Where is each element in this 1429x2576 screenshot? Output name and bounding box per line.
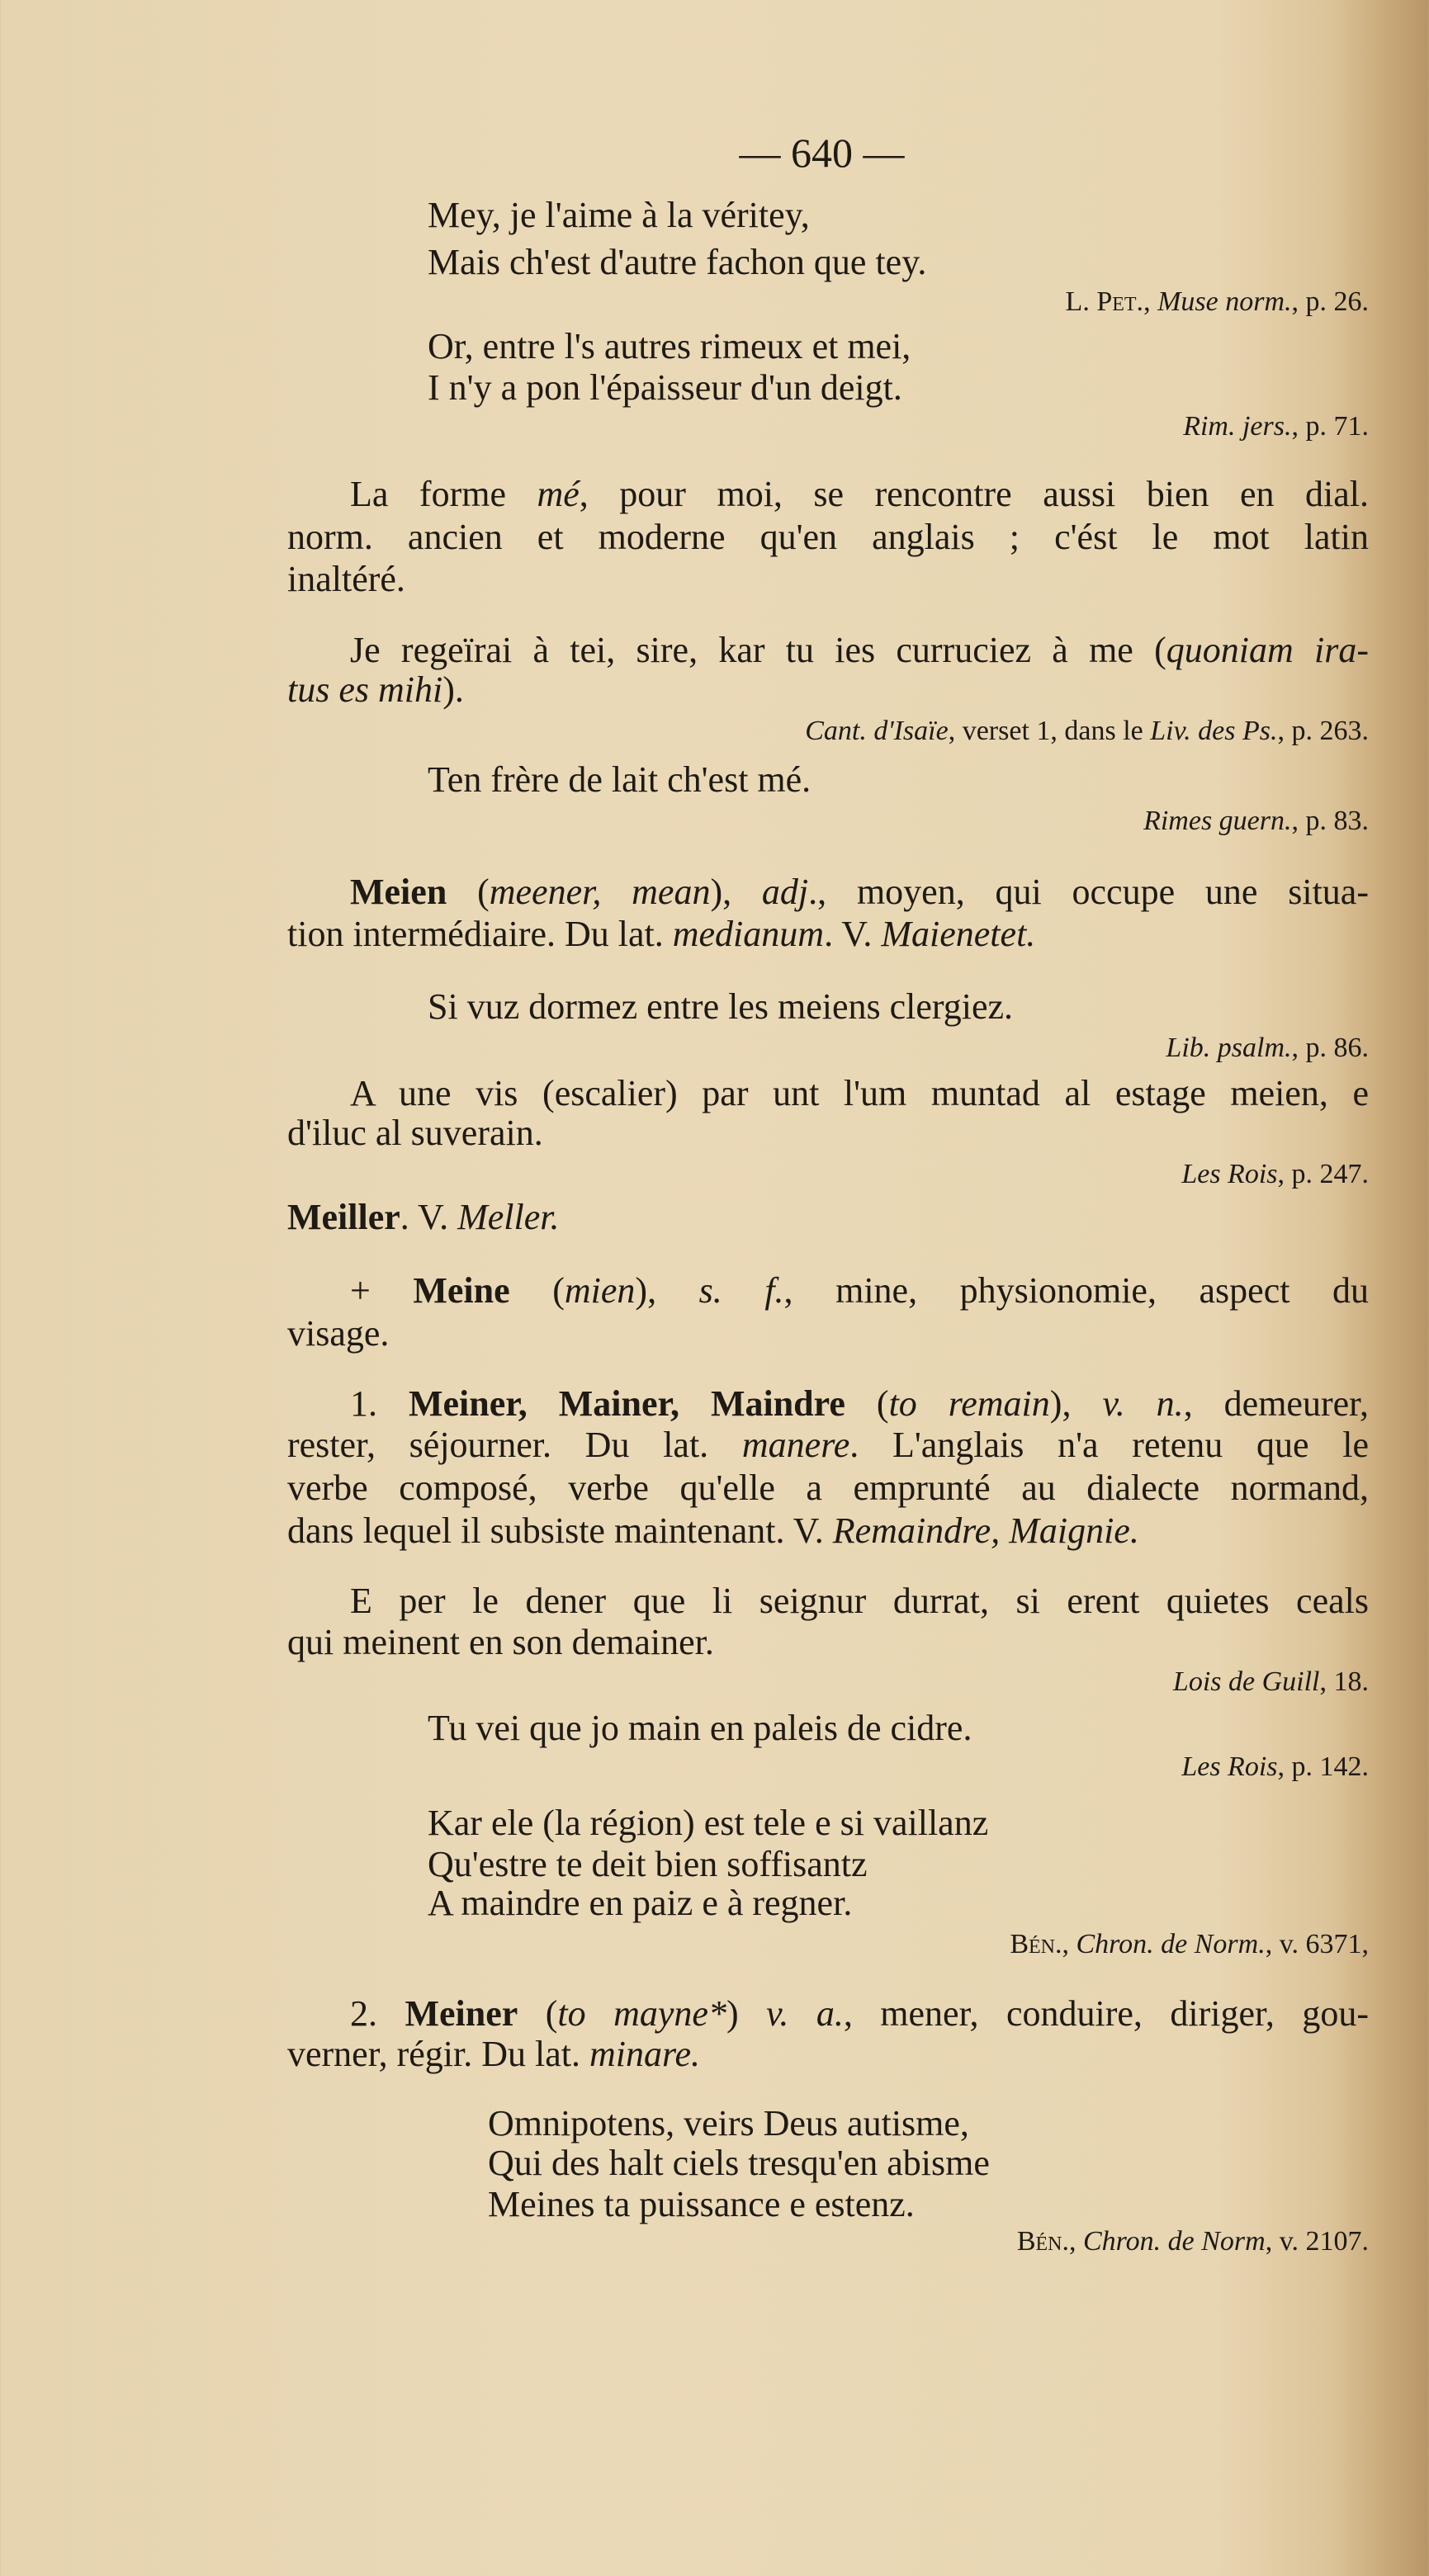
text-segment: , pour moi, se rencontre aussi bien en dial. — [579, 474, 1369, 514]
italic-text: Maienetet. — [881, 914, 1036, 954]
verse-line — [488, 2103, 969, 2144]
italic-text: Muse norm. — [1157, 286, 1292, 317]
text-segment: ). — [442, 669, 464, 710]
italic-text: Chron. de Norm — [1083, 2226, 1266, 2257]
text-segment: , v. 6371, — [1265, 1929, 1369, 1959]
text-segment: Bén. — [1016, 2226, 1069, 2257]
page-number — [107, 130, 1429, 176]
text-segment: Tu vei que jo main en paleis de cidre. — [428, 1708, 972, 1748]
paragraph-line — [287, 1622, 714, 1663]
italic-text: to mayne* — [557, 1993, 726, 2034]
text-segment: , verset 1, dans le — [948, 716, 1151, 746]
italic-text: v. n. — [1102, 1383, 1184, 1424]
italic-text: adj — [761, 872, 809, 912]
citation — [287, 1924, 1369, 1965]
text-segment: Ten frère de lait ch'est mé. — [428, 759, 812, 800]
text-segment: Or, entre l's autres rimeux et mei, — [428, 326, 911, 366]
italic-text: Lib. psalm. — [1166, 1033, 1292, 1063]
italic-text: medianum — [672, 914, 825, 954]
verse-line — [428, 195, 810, 236]
verse-line — [488, 2184, 915, 2225]
text-segment: L. — [1065, 286, 1097, 317]
text-segment: Bén. — [1010, 1929, 1062, 1959]
text-segment: 2. — [350, 1993, 405, 2034]
italic-text: Les Rois — [1181, 1751, 1278, 1782]
text-segment: Mais ch'est d'autre fachon que tey. — [428, 242, 927, 282]
text-segment: norm. ancien et moderne qu'en anglais ; c'ést le mot latin — [287, 517, 1369, 557]
italic-text: Rimes guern. — [1143, 806, 1292, 836]
paragraph-line — [350, 474, 1369, 515]
paragraph-line — [350, 872, 1369, 913]
text-segment: qui meinent en son demainer. — [287, 1622, 714, 1662]
paragraph-line — [287, 1468, 1369, 1509]
text-segment: ), — [710, 872, 762, 912]
paragraph-line — [287, 1197, 560, 1238]
text-segment: . V. — [400, 1197, 458, 1237]
paragraph-line — [287, 1313, 389, 1354]
verse-line — [428, 1803, 988, 1844]
text-segment: , 18. — [1319, 1666, 1369, 1697]
paragraph-line — [287, 1510, 1139, 1552]
text-segment: , — [1069, 2226, 1083, 2257]
citation — [287, 1028, 1369, 1069]
text-segment: tion intermédiaire. Du lat. — [287, 914, 673, 954]
paragraph-line — [287, 517, 1369, 558]
italic-text: tus es mihi — [287, 669, 443, 710]
text-segment: Pet. — [1096, 286, 1144, 317]
italic-text: Liv. des Ps. — [1150, 716, 1278, 746]
italic-text: quoniam ira- — [1166, 630, 1369, 670]
citation — [287, 1746, 1369, 1788]
text-segment: , mine, physionomie, aspect du — [783, 1270, 1369, 1311]
text-segment: , p. 26. — [1291, 286, 1369, 317]
text-segment: A une vis (escalier) par unt l'um muntad al estage meien, e — [350, 1073, 1369, 1113]
paragraph-line — [287, 1425, 1369, 1466]
text-segment: verbe composé, verbe qu'elle a emprunté au dialecte normand, — [287, 1468, 1369, 1508]
text-segment: ), — [635, 1270, 699, 1311]
text-segment: , p. 247. — [1277, 1159, 1369, 1189]
italic-text: v. a. — [766, 1993, 844, 2034]
text-segment: , p. 71. — [1291, 411, 1369, 442]
citation — [287, 281, 1369, 323]
text-segment: A maindre en paiz e à regner. — [428, 1883, 853, 1923]
verse-line — [428, 1883, 852, 1924]
text-segment: , — [1062, 1929, 1076, 1959]
paragraph-line — [350, 1073, 1369, 1114]
text-segment: . L'anglais n'a retenu que le — [849, 1425, 1369, 1465]
italic-text: mien — [564, 1270, 636, 1311]
headword: Meien — [350, 872, 447, 912]
paragraph-line — [350, 1270, 1369, 1312]
citation — [287, 1154, 1369, 1195]
text-segment: Mey, je l'aime à la véritey, — [428, 195, 810, 235]
text-segment: rester, séjourner. Du lat. — [287, 1425, 742, 1465]
verse-line — [428, 242, 926, 283]
text-segment: ( — [509, 1270, 565, 1311]
italic-text: Cant. d'Isaïe — [805, 716, 949, 746]
citation — [287, 1661, 1369, 1703]
headword: Meiller — [287, 1197, 400, 1237]
paragraph-line — [350, 1581, 1369, 1622]
text-segment: , p. 142. — [1277, 1751, 1369, 1782]
verse-line — [428, 367, 902, 409]
text-segment: ( — [518, 1993, 558, 2034]
text-segment: ) — [726, 1993, 767, 2034]
headword: Meiner — [405, 1993, 518, 2034]
text-segment: Meines ta puissance e estenz. — [488, 2184, 915, 2224]
italic-text: mé — [537, 474, 580, 514]
italic-text: Remaindre, Maignie. — [832, 1510, 1139, 1551]
italic-text: manere — [741, 1425, 850, 1465]
text-segment: Si vuz dormez entre les meiens clergiez. — [428, 986, 1014, 1027]
text-segment: ), — [1049, 1383, 1103, 1424]
paragraph-line — [350, 630, 1369, 671]
text-segment: 1. — [350, 1383, 409, 1424]
paragraph-line — [287, 2034, 700, 2075]
text-segment: ( — [845, 1383, 889, 1424]
verse-line — [428, 326, 911, 367]
italic-text: Les Rois — [1181, 1159, 1278, 1189]
text-segment: , p. 263. — [1277, 716, 1369, 746]
text-segment: + — [350, 1270, 414, 1311]
text-segment: dans lequel il subsiste maintenant. V. — [287, 1510, 833, 1551]
text-segment: Qui des halt ciels tresqu'en abisme — [488, 2143, 990, 2183]
text-segment: , p. 83. — [1291, 806, 1369, 836]
italic-text: Lois de Guill — [1172, 1666, 1320, 1697]
text-segment: , demeurer, — [1183, 1383, 1369, 1424]
text-segment: . V. — [824, 914, 882, 954]
text-segment: La forme — [350, 474, 537, 514]
citation — [287, 2221, 1369, 2262]
italic-text: s. f. — [698, 1270, 784, 1311]
italic-text: meener, mean — [489, 872, 711, 912]
text-segment: Kar ele (la région) est tele e si vaillanz — [428, 1803, 989, 1843]
text-segment: , p. 86. — [1291, 1033, 1369, 1063]
text-segment: verner, régir. Du lat. — [287, 2034, 589, 2074]
verse-line — [428, 1844, 868, 1885]
citation — [287, 711, 1369, 752]
paragraph-line — [287, 1113, 543, 1154]
text-segment: ., moyen, qui occupe une situa- — [808, 872, 1369, 912]
text-segment: Qu'estre te deit bien soffisantz — [428, 1844, 868, 1884]
text-segment: , v. 2107. — [1265, 2226, 1369, 2257]
italic-text: Chron. de Norm. — [1076, 1929, 1266, 1959]
paragraph-line — [287, 559, 405, 600]
text-segment: E per le dener que li seignur durrat, si erent quietes ceals — [350, 1581, 1369, 1621]
verse-line — [428, 759, 811, 801]
italic-text: Rim. jers. — [1183, 411, 1292, 442]
headword: Meiner, Mainer, Maindre — [408, 1383, 845, 1424]
text-segment: inaltéré. — [287, 559, 405, 599]
paragraph-line — [350, 1993, 1369, 2035]
paragraph-line — [350, 1383, 1369, 1425]
paragraph-line — [287, 914, 1035, 955]
italic-text: minare. — [589, 2034, 701, 2074]
text-segment: visage. — [287, 1313, 390, 1354]
citation — [287, 406, 1369, 447]
text-segment: Je regeïrai à tei, sire, kar tu ies curruciez à me ( — [350, 630, 1166, 670]
text-segment: , — [1143, 286, 1158, 317]
text-segment: I n'y a pon l'épaisseur d'un deigt. — [428, 367, 902, 408]
verse-line — [428, 1708, 972, 1749]
text-segment: d'iluc al suverain. — [287, 1113, 543, 1153]
italic-text: Meller. — [457, 1197, 560, 1237]
headword: Meine — [413, 1270, 510, 1311]
text-segment: , mener, conduire, diriger, gou- — [843, 1993, 1369, 2034]
verse-line — [488, 2143, 990, 2184]
italic-text: to remain — [888, 1383, 1050, 1424]
text-segment: — 640 — — [739, 130, 905, 176]
text-segment: ( — [447, 872, 490, 912]
citation — [287, 801, 1369, 842]
paragraph-line — [287, 669, 464, 711]
verse-line — [428, 986, 1013, 1028]
text-segment: Omnipotens, veirs Deus autisme, — [488, 2103, 969, 2144]
